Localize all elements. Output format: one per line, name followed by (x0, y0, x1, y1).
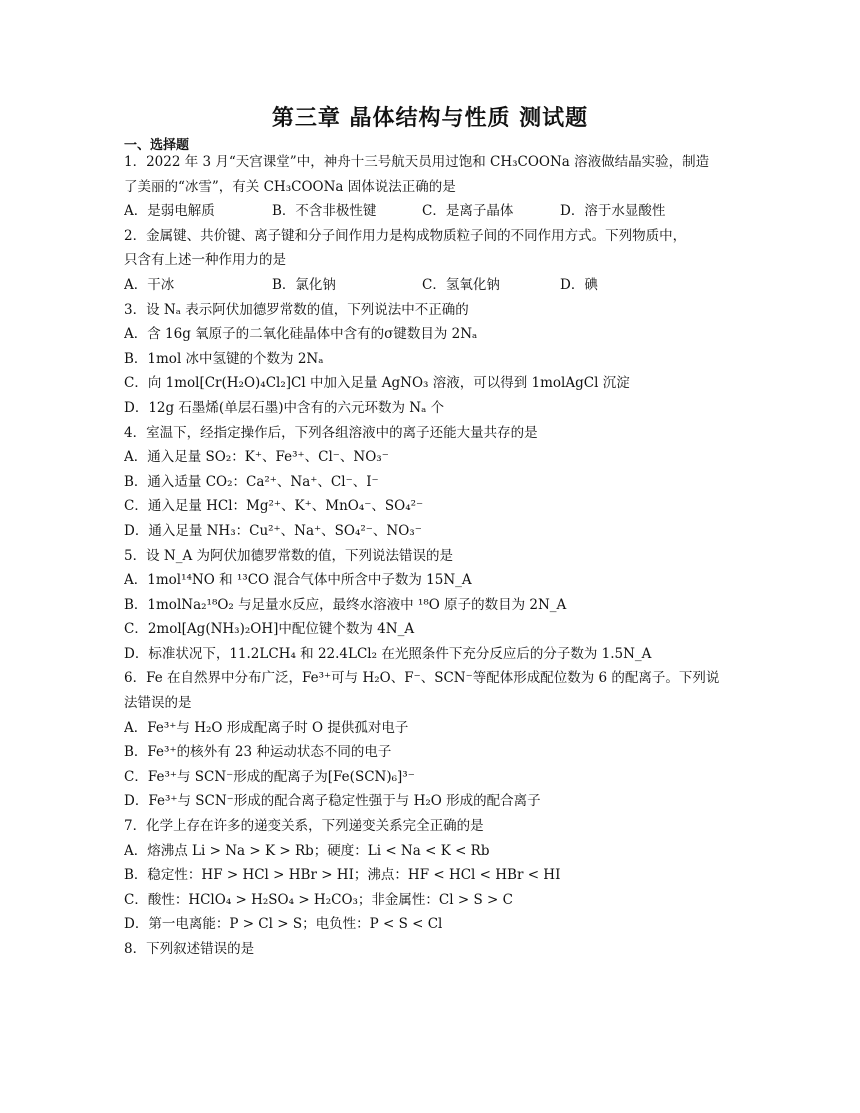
option-a: A．是弱电解质 (124, 203, 215, 220)
text-line: A．1mol¹⁴NO 和 ¹³CO 混合气体中所含中子数为 15N_A (124, 572, 472, 589)
text-line: 2．金属键、共价键、离子键和分子间作用力是构成物质粒子间的不同作用方式。下列物质中， (124, 227, 687, 244)
text-line: D．第一电离能：P > Cl > S；电负性：P < S < Cl (124, 916, 443, 933)
text-line: B．1mol 冰中氢键的个数为 2Nₐ (124, 350, 324, 367)
text-line: C．通入足量 HCl：Mg²⁺、K⁺、MnO₄⁻、SO₄²⁻ (124, 498, 424, 515)
text-line: D．标准状况下，11.2LCH₄ 和 22.4LCl₂ 在光照条件下充分反应后的分子数为 1.5N_A (124, 645, 652, 662)
text-line: 3．设 Nₐ 表示阿伏加德罗常数的值，下列说法中不正确的 (124, 301, 469, 318)
text-line: 了美丽的“冰雪”，有关 CH₃COONa 固体说法正确的是 (124, 178, 456, 195)
option-b: B．不含非极性键 (272, 203, 377, 220)
option-c: C．氢氧化钠 (422, 276, 500, 293)
text-line: B．稳定性：HF > HCl > HBr > HI；沸点：HF < HCl < HBr < HI (124, 867, 561, 884)
text-line: C．2mol[Ag(NH₃)₂OH]中配位键个数为 4N_A (124, 621, 415, 638)
question-content (124, 150, 744, 962)
text-line: A．通入足量 SO₂：K⁺、Fe³⁺、Cl⁻、NO₃⁻ (124, 449, 389, 466)
text-line: B．通入适量 CO₂：Ca²⁺、Na⁺、Cl⁻、I⁻ (124, 473, 379, 490)
text-line: B．1molNa₂¹⁸O₂ 与足量水反应，最终水溶液中 ¹⁸O 原子的数目为 2N_A (124, 596, 567, 613)
option-row (124, 199, 744, 224)
text-line: 1．2022 年 3 月“天宫课堂”中，神舟十三号航天员用过饱和 CH₃COONa 溶液做结晶实验，制造 (124, 154, 710, 170)
section-heading: 一、选择题 (124, 138, 190, 153)
text-line: B．Fe³⁺的核外有 23 种运动状态不同的电子 (124, 744, 392, 761)
text-line: 8．下列叙述错误的是 (124, 941, 255, 957)
option-b: B．氯化钠 (272, 276, 336, 293)
option-c: C．是离子晶体 (422, 203, 514, 220)
text-line: C．酸性：HClO₄ > H₂SO₄ > H₂CO₃；非金属性：Cl > S > C (124, 891, 513, 908)
text-line: A．Fe³⁺与 H₂O 形成配离子时 O 提供孤对电子 (124, 719, 409, 736)
option-row (124, 273, 744, 298)
text-line: 法错误的是 (124, 695, 192, 712)
text-line: A．含 16g 氧原子的二氧化硅晶体中含有的σ键数目为 2Nₐ (124, 326, 478, 343)
option-d: D．碘 (560, 276, 598, 293)
text-line: 7．化学上存在许多的递变关系，下列递变关系完全正确的是 (124, 818, 484, 835)
text-line: 只含有上述一种作用力的是 (124, 252, 286, 269)
text-line: A．熔沸点 Li > Na > K > Rb；硬度：Li < Na < K < Rb (124, 842, 490, 859)
page-title: 第三章 晶体结构与性质 测试题 (271, 106, 589, 131)
text-line: 4．室温下，经指定操作后，下列各组溶液中的离子还能大量共存的是 (124, 424, 538, 441)
text-line: 6．Fe 在自然界中分布广泛，Fe³⁺可与 H₂O、F⁻、SCN⁻等配体形成配位数为 6 的配离子。下列说 (124, 670, 720, 687)
text-line: C．Fe³⁺与 SCN⁻形成的配离子为[Fe(SCN)₆]³⁻ (124, 768, 415, 785)
text-line: D．12g 石墨烯(单层石墨)中含有的六元环数为 Nₐ 个 (124, 399, 445, 416)
option-a: A．干冰 (124, 276, 175, 293)
option-d: D．溶于水显酸性 (560, 203, 666, 220)
text-line: C．向 1mol[Cr(H₂O)₄Cl₂]Cl 中加入足量 AgNO₃ 溶液，可以得到 1molAgCl 沉淀 (124, 375, 630, 392)
text-line: 5．设 N_A 为阿伏加德罗常数的值，下列说法错误的是 (124, 547, 453, 564)
text-line: D．Fe³⁺与 SCN⁻形成的配合离子稳定性强于与 H₂O 形成的配合离子 (124, 793, 541, 810)
text-line: D．通入足量 NH₃：Cu²⁺、Na⁺、SO₄²⁻、NO₃⁻ (124, 522, 422, 539)
